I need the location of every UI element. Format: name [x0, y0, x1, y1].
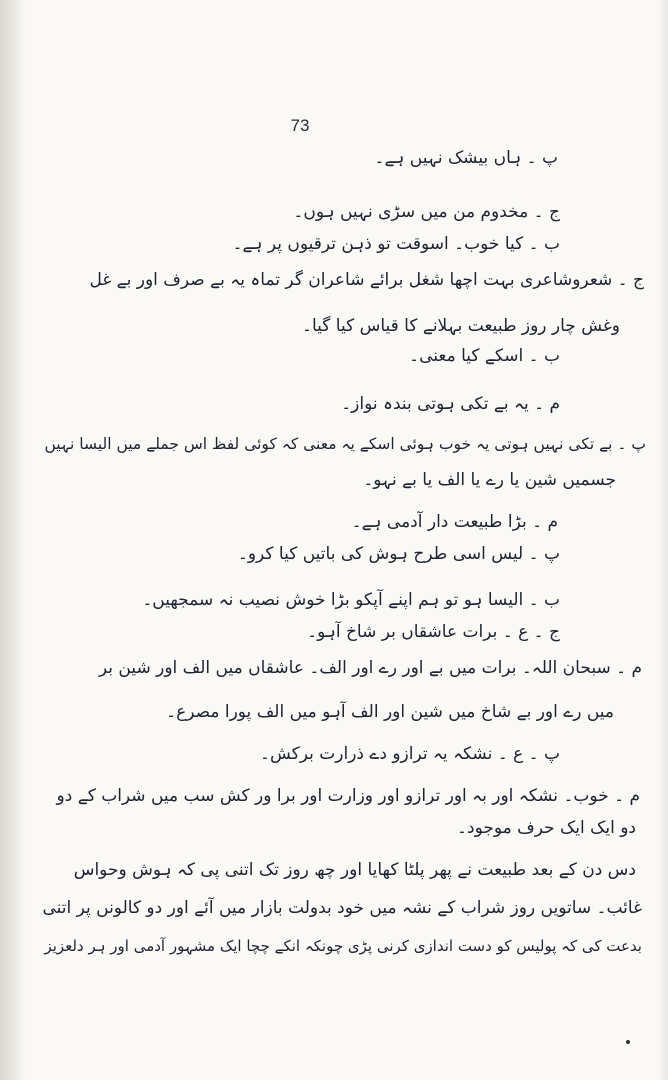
- text-line-2: ج ۔ مخدوم من میں سڑی نہیں ہوں۔: [293, 202, 560, 222]
- text-line-11: ﭖ ۔ لیس اسی طرح ہوش کی باتیں کیا کرو۔: [237, 544, 560, 564]
- text-line-20: غائب۔ ساتویں روز شراب کے نشہ میں خود بدولت بازار میں آئے اور دو کالونں پر اتنی: [42, 898, 642, 918]
- text-line-8: ﭖ ۔ بے تکی نہیں ہوتی یہ خوب ہوئی اسکے یہ معنی کہ کوئی لفظ اس جملے میں الیسا نہیں: [44, 435, 646, 453]
- text-line-15: میں رے اور بے شاخ میں شین اور الف آہو میں الف پورا مصرع۔: [166, 702, 614, 722]
- text-line-9: جسمیں شین یا رے یا الف یا بے نہو۔: [363, 470, 616, 490]
- text-line-4: ج ۔ شعروشاعری بہت اچھا شغل برائے شاعران گر تماہ یہ بے صرف اور بے غل: [89, 270, 644, 290]
- text-line-6: ب ۔ اسکے کیا معنی۔: [409, 346, 560, 366]
- page-edge-shadow: [658, 0, 668, 1080]
- text-line-5: وغش چار روز طبیعت بہلانے کا قیاس کیا گیا۔: [302, 316, 620, 336]
- ink-speck: [626, 1040, 630, 1044]
- text-line-7: م ۔ یہ بے تکی ہوتی بندہ نواز۔: [341, 394, 560, 414]
- page-number: 73: [290, 116, 310, 135]
- text-line-16: ﭖ ۔ ع ۔ نشکہ یہ ترازو دے ذرارت برکش۔: [260, 744, 560, 764]
- text-line-1: ﭖ ۔ ہاں بیشک نہیں ہے۔: [374, 148, 558, 168]
- binding-gutter: [0, 0, 26, 1080]
- text-line-12: ب ۔ الیسا ہو تو ہم اپنے آپکو بڑا خوش نصیب نہ سمجھیں۔: [142, 590, 560, 610]
- text-line-19: دس دن کے بعد طبیعت نے پھر پلٹا کھایا اور چھ روز تک اتنی پی کہ ہوش وحواس: [73, 860, 636, 880]
- text-line-13: ج ۔ ع ۔ برات عاشقاں بر شاخ آہو۔: [307, 622, 560, 642]
- text-line-14: م ۔ سبحان اللہ۔ برات میں بے اور رے اور الف۔ عاشقاں میں الف اور شین بر: [98, 658, 642, 678]
- text-line-17: م ۔ خوب۔ نشکہ اور بہ اور ترازو اور وزارت اور برا ور کش سب میں شراب کے دو: [56, 786, 640, 806]
- text-line-10: م ۔ بڑا طبیعت دار آدمی ہے۔: [351, 512, 558, 532]
- text-line-3: ب ۔ کیا خوب۔ اسوقت تو ذہن ترقیوں پر ہے۔: [232, 234, 560, 254]
- text-line-21: بدعت کی کہ پولیس کو دست اندازی کرنی پڑی چونکہ انکے چچا ایک مشہور آدمی اور ہر دلعزیز: [44, 937, 642, 955]
- text-line-18: دو ایک ایک حرف موجود۔: [457, 818, 636, 838]
